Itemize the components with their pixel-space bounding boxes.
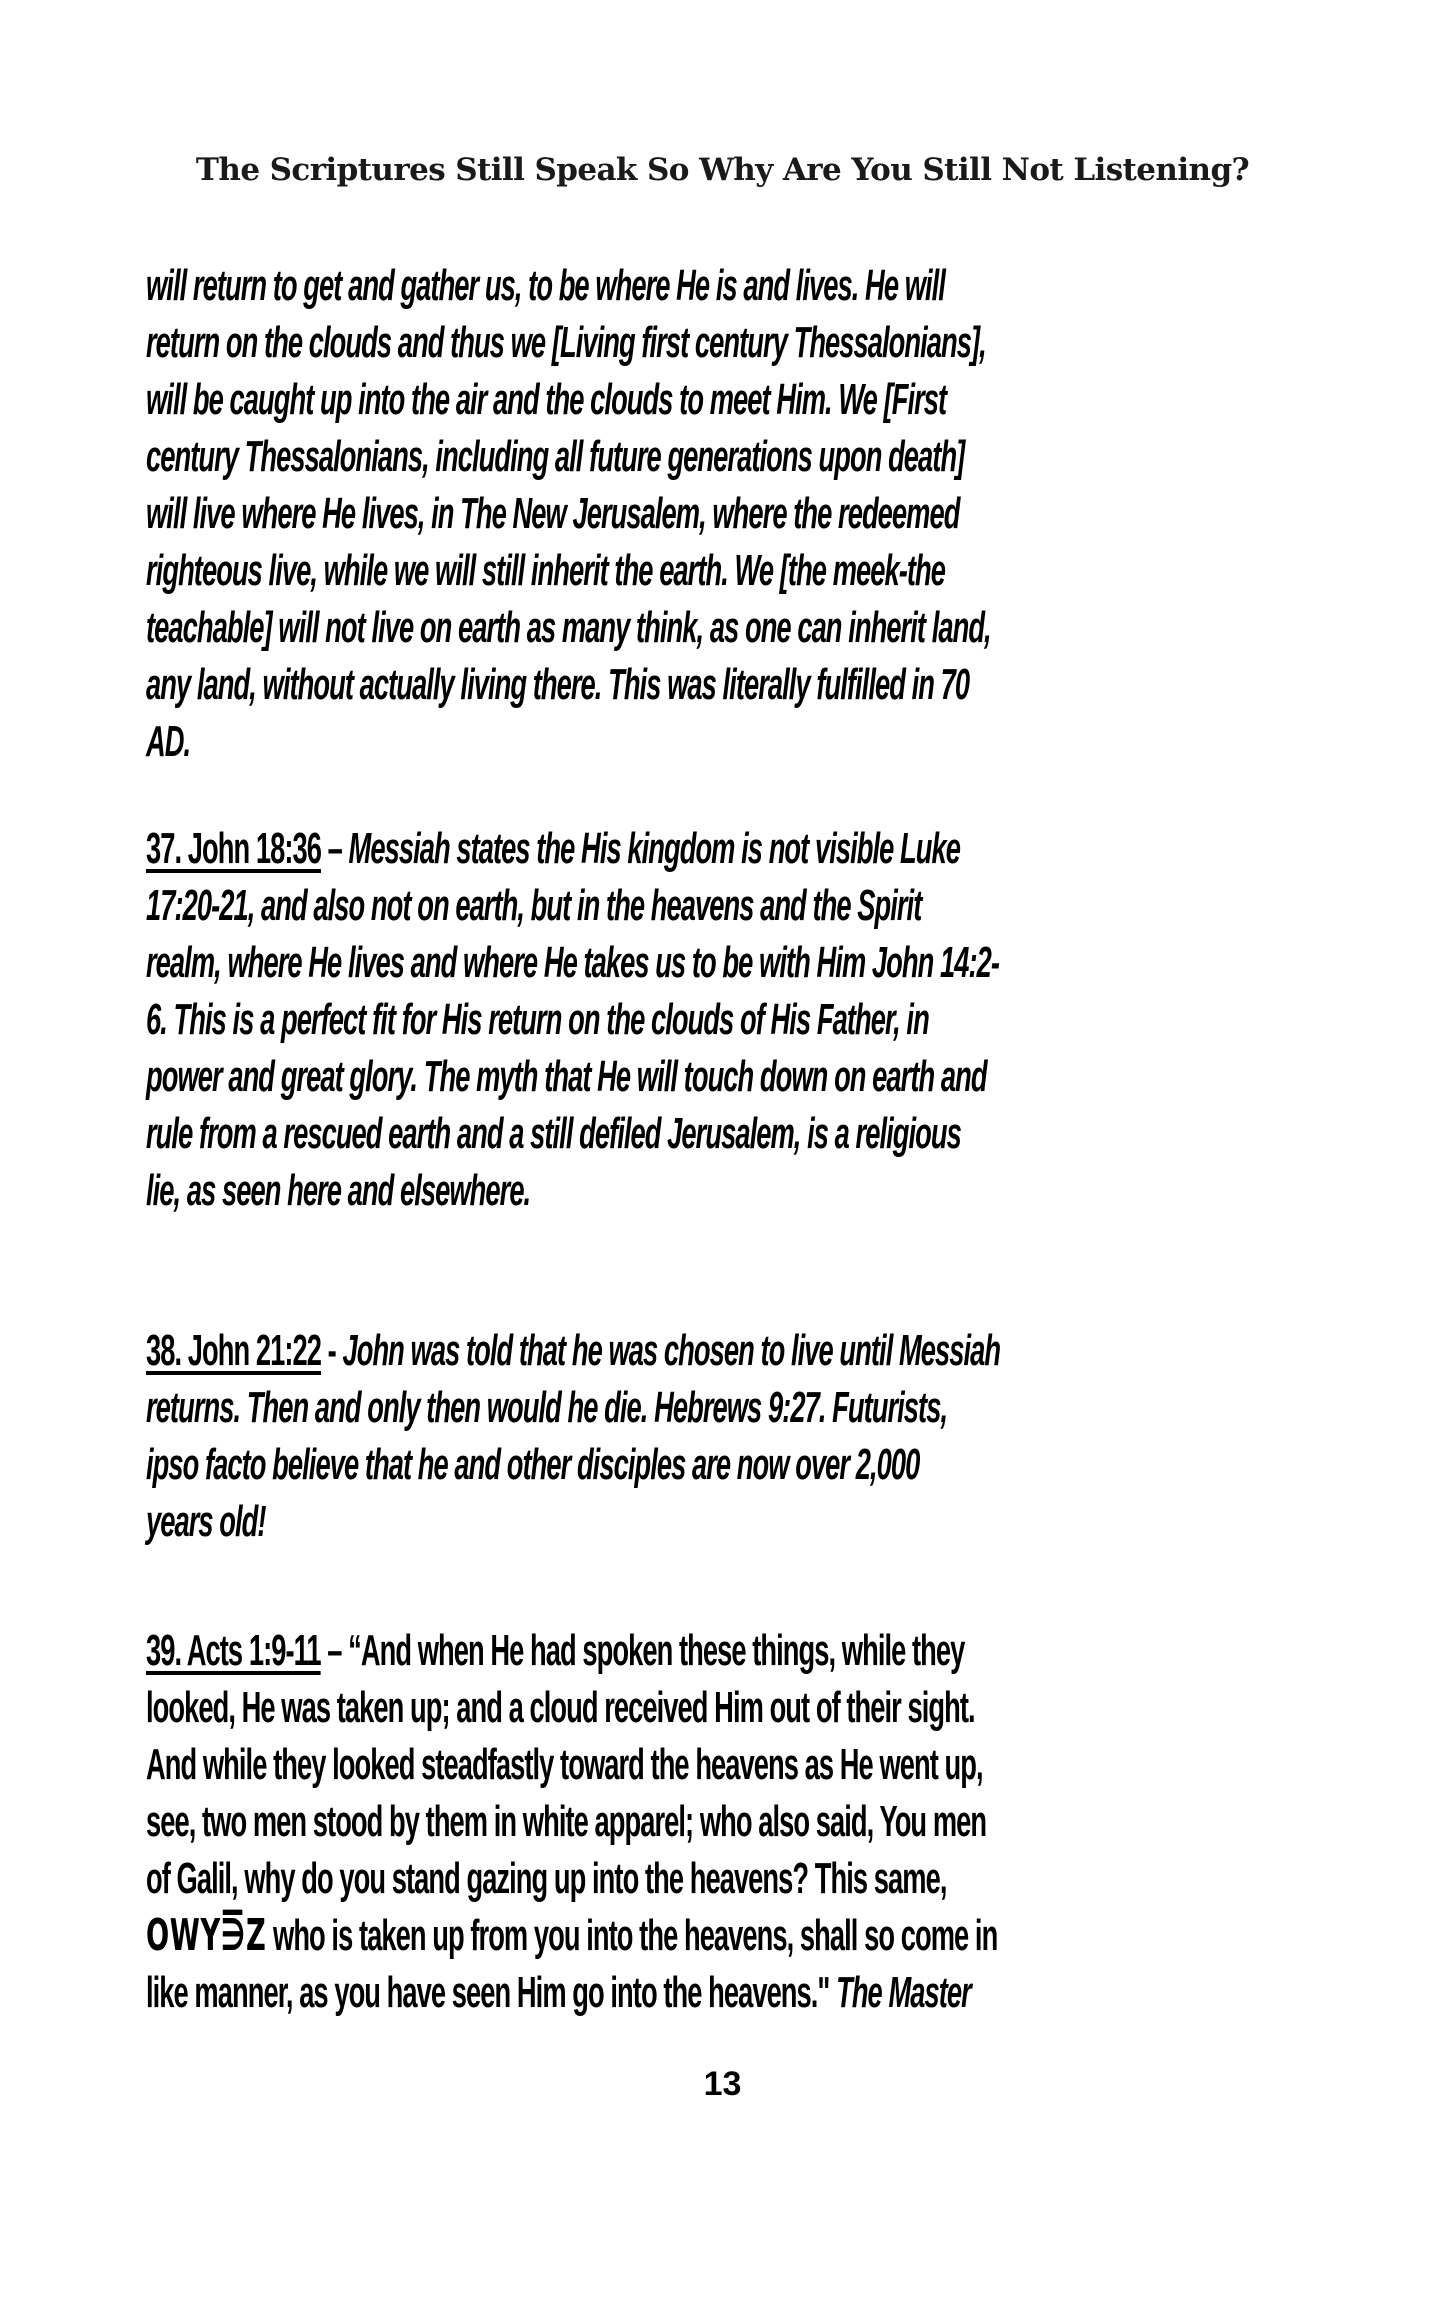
quote-text: “And when He had spoken these things, while they xyxy=(348,1626,965,1675)
text-line: 6. This is a perfect fit for His return on the clouds of His Father, in xyxy=(146,995,929,1044)
text-line: rule from a rescued earth and a still defiled Jerusalem, is a religious xyxy=(146,1109,961,1158)
list-item-39 xyxy=(146,1622,1321,2021)
text-line: lie, as seen here and elsewhere. xyxy=(146,1166,531,1215)
text-line: 17:20-21, and also not on earth, but in the heavens and the Spirit xyxy=(146,881,922,930)
text-line: like manner, as you have seen Him go into the heavens." The Master xyxy=(146,1968,971,2017)
item-text: Messiah states the His kingdom is not visible Luke xyxy=(348,824,960,873)
text-line: teachable] will not live on earth as many think, as one can inherit land, xyxy=(146,603,991,652)
text-line: power and great glory. The myth that He will touch down on earth and xyxy=(146,1052,987,1101)
item-text: John was told that he was chosen to live until Messiah xyxy=(342,1326,1001,1375)
text-line: return on the clouds and thus we [Living first century Thessalonians], xyxy=(146,318,986,367)
item-first-line xyxy=(146,1322,1321,1379)
text-line: of Galil, why do you stand gazing up into the heavens? This same, xyxy=(146,1854,947,1903)
text-line: righteous live, while we will still inherit the earth. We [the meek-the xyxy=(146,546,946,595)
item-text-italic: The Master xyxy=(829,1968,971,2017)
text-line: will be caught up into the air and the clouds to meet Him. We [First xyxy=(146,375,947,424)
scripture-reference: 38. John 21:22 xyxy=(146,1326,322,1375)
paleo-hebrew-name: OWY⋽Z xyxy=(146,1910,267,1961)
text-line: AD. xyxy=(146,717,191,766)
text-line: century Thessalonians, including all future generations upon death] xyxy=(146,432,965,481)
scripture-reference: 39. Acts 1:9-11 xyxy=(146,1626,321,1675)
text-line: And while they looked steadfastly toward the heavens as He went up, xyxy=(146,1740,983,1789)
scripture-reference: 37. John 18:36 xyxy=(146,824,322,873)
running-header-title: The Scriptures Still Speak So Why Are You Still Not Listening? xyxy=(195,152,1250,188)
text-line: will live where He lives, in The New Jerusalem, where the redeemed xyxy=(146,489,960,538)
separator: - xyxy=(321,1326,343,1375)
text-line: looked, He was taken up; and a cloud received Him out of their sight. xyxy=(146,1683,975,1732)
text-line: any land, without actually living there. This was literally fulfilled in 70 xyxy=(146,660,970,709)
text-line: OWY⋽Z who is taken up from you into the heavens, shall so come in xyxy=(146,1910,998,1961)
text-line: see, two men stood by them in white apparel; who also said, You men xyxy=(146,1797,987,1846)
item-first-line xyxy=(146,820,1321,877)
list-item-38 xyxy=(146,1322,1321,1550)
separator: – xyxy=(321,824,349,873)
text-line: will return to get and gather us, to be where He is and lives. He will xyxy=(146,261,945,310)
text-line: ipso facto believe that he and other disciples are now over 2,000 xyxy=(146,1440,920,1489)
list-item-37 xyxy=(146,820,1321,1219)
separator: – xyxy=(320,1626,349,1675)
page-number: 13 xyxy=(703,2065,742,2103)
item-first-line xyxy=(146,1622,1321,1679)
text-line: years old! xyxy=(146,1497,266,1546)
continuation-paragraph xyxy=(146,257,1321,770)
text-line: returns. Then and only then would he die. Hebrews 9:27. Futurists, xyxy=(146,1383,948,1432)
text-line: realm, where He lives and where He takes us to be with Him John 14:2- xyxy=(146,938,1000,987)
running-header xyxy=(0,148,1445,192)
